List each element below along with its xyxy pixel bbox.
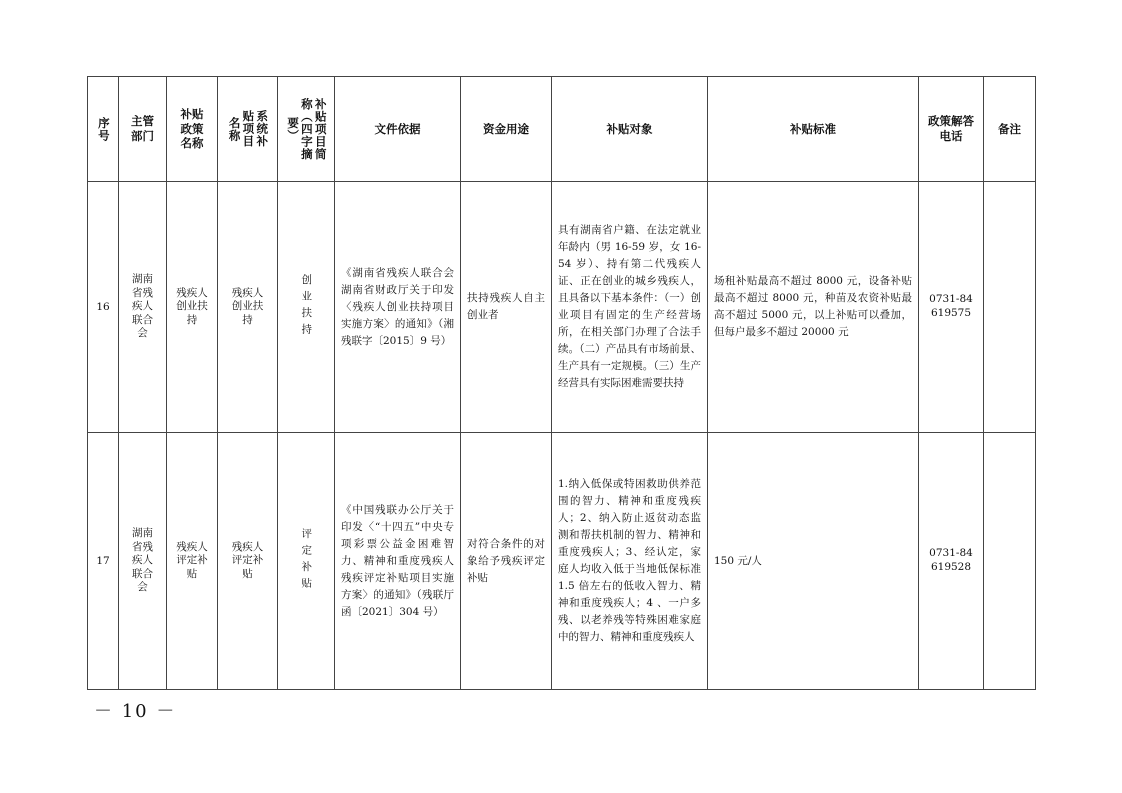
cell-subsidy-target: 具有湖南省户籍、在法定就业年龄内（男 16-59 岁，女 16-54 岁）、持有第二代残疾人证、正在创业的城乡残疾人，且具备以下基本条件：（一）创业项目有固定的生产经营场所，在相关部门办理了合法手续。（二）产品具有市场前景、生产具有一定规模。（三）生产经营具有实际困难需要扶持 xyxy=(552,182,708,433)
cell-doc-basis: 《中国残联办公厅关于印发〈“十四五”中央专项彩票公益金困难智力、精神和重度残疾人残疾评定补贴项目实施方案〉的通知》（残联厅函〔2021〕304 号） xyxy=(335,433,461,690)
cell-short-name: 创业扶持 xyxy=(278,182,335,433)
header-remark: 备注 xyxy=(984,77,1036,182)
header-row xyxy=(88,77,1036,182)
header-subsidy-target: 补贴对象 xyxy=(552,77,708,182)
table-row xyxy=(88,433,1036,690)
cell-subsidy-standard: 150 元/人 xyxy=(708,433,919,690)
header-system-item: 系统补贴项目名称 xyxy=(218,77,278,182)
header-subsidy-standard: 补贴标准 xyxy=(708,77,919,182)
cell-subsidy-standard: 场租补贴最高不超过 8000 元，设备补贴最高不超过 8000 元，种苗及农资补贴最高不超过 5000 元，以上补贴可以叠加，但每户最多不超过 20000 元 xyxy=(708,182,919,433)
cell-policy-name: 残疾人评定补贴 xyxy=(167,433,218,690)
cell-doc-basis: 《湖南省残疾人联合会 湖南省财政厅关于印发〈残疾人创业扶持项目实施方案〉的通知》（湘残联字〔2015〕9 号） xyxy=(335,182,461,433)
cell-phone: 0731-84619528 xyxy=(919,433,984,690)
policy-table xyxy=(87,76,1036,690)
cell-dept: 湖南省残疾人联合会 xyxy=(119,433,167,690)
cell-phone: 0731-84619575 xyxy=(919,182,984,433)
header-fund-use: 资金用途 xyxy=(461,77,552,182)
cell-short-name: 评定补贴 xyxy=(278,433,335,690)
cell-system-item: 残疾人评定补贴 xyxy=(218,433,278,690)
cell-seq: 16 xyxy=(88,182,119,433)
cell-fund-use: 扶持残疾人自主创业者 xyxy=(461,182,552,433)
header-seq: 序号 xyxy=(88,77,119,182)
cell-remark xyxy=(984,433,1036,690)
cell-policy-name: 残疾人创业扶持 xyxy=(167,182,218,433)
page-number: － 10 － xyxy=(94,701,177,722)
cell-fund-use: 对符合条件的对象给予残疾评定补贴 xyxy=(461,433,552,690)
header-policy-name: 补贴政策名称 xyxy=(167,77,218,182)
header-doc-basis: 文件依据 xyxy=(335,77,461,182)
header-phone: 政策解答电话 xyxy=(919,77,984,182)
cell-seq: 17 xyxy=(88,433,119,690)
cell-subsidy-target: 1.纳入低保或特困救助供养范围的智力、精神和重度残疾人；2、纳入防止返贫动态监测和帮扶机制的智力、精神和重度残疾人；3、经认定，家庭人均收入低于当地低保标准 1.5 倍左右的低收入智力、精神和重度残疾人；4 、一户多残、以老养残等特殊困难家庭中的智力、精神和重度残疾人 xyxy=(552,433,708,690)
cell-remark xyxy=(984,182,1036,433)
table-row xyxy=(88,182,1036,433)
cell-dept: 湖南省残疾人联合会 xyxy=(119,182,167,433)
header-dept: 主管部门 xyxy=(119,77,167,182)
cell-system-item: 残疾人创业扶持 xyxy=(218,182,278,433)
header-short-name: 补贴项目简称（四字摘要） xyxy=(278,77,335,182)
